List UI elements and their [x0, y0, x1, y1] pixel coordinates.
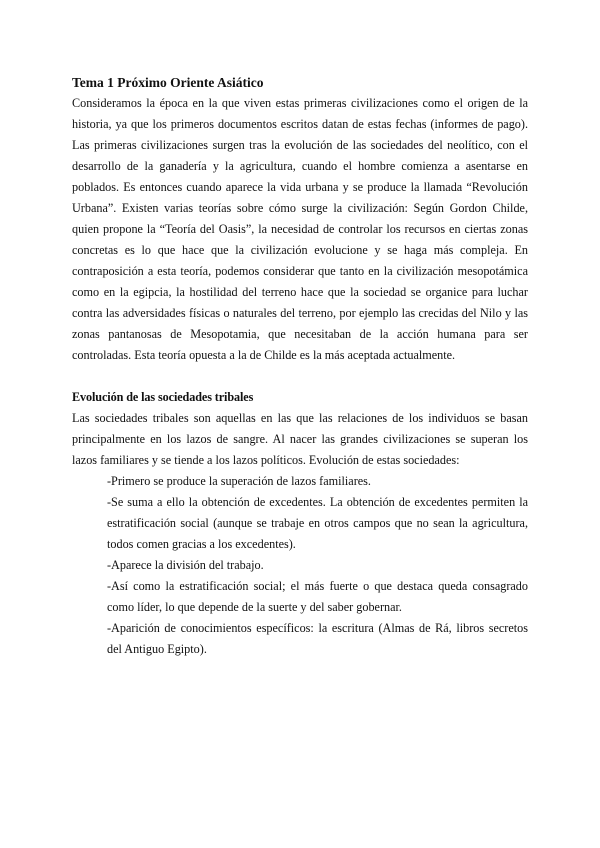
list-item: -Aparece la división del trabajo. — [107, 558, 264, 572]
paragraph-spacer — [72, 366, 528, 387]
list-item: -Así como la estratificación social; el más fuerte o que destaca queda consagrado como líder, lo que depende de la suerte y del saber gobernar. — [107, 579, 528, 614]
list-item: -Aparición de conocimientos específicos: la escritura (Almas de Rá, libros secretos del Antiguo Egipto). — [107, 621, 528, 656]
evolution-list — [72, 471, 528, 660]
section-title: Tema 1 Próximo Oriente Asiático — [72, 75, 264, 90]
subsection-title: Evolución de las sociedades tribales — [72, 390, 254, 404]
list-item: -Primero se produce la superación de lazos familiares. — [107, 474, 371, 488]
list-item: -Se suma a ello la obtención de excedentes. La obtención de excedentes permiten la estratificación social (aunque se trabaje en otros campos que no sean la agricultura, todos comen gracias a los excedentes). — [107, 495, 528, 551]
section-paragraph: Consideramos la época en la que viven estas primeras civilizaciones como el origen de la historia, ya que los primeros documentos escritos datan de estas fechas (informes de pago). Las primeras civilizaciones surgen tras la evolución de las sociedades del neolítico, con el desarrollo de la ganadería y la agricultura, cuando el hombre comienza a asentarse en poblados. Es entonces cuando aparece la vida urbana y se produce la llamada “Revolución Urbana”. Existen varias teorías sobre cómo surge la civilización: Según Gordon Childe, quien propone la “Teoría del Oasis”, la necesidad de controlar los recursos en ciertas zonas concretas es lo que hace que la civilización evolucione y se haga más compleja. En contraposición a esta teoría, podemos considerar que tanto en la civilización mesopotámica como en la egipcia, la hostilidad del terreno hace que la sociedad se organice para luchar contra las adversidades físicas o naturales del terreno, por ejemplo las crecidas del Nilo y las zonas pantanosas de Mesopotamia, que necesitaban de la acción humana para ser controladas. Esta teoría opuesta a la de Childe es la más aceptada actualmente. — [72, 96, 528, 362]
subsection-paragraph: Las sociedades tribales son aquellas en las que las relaciones de los individuos se basan principalmente en los lazos de sangre. Al nacer las grandes civilizaciones se superan los lazos familiares y se tiende a los lazos políticos. Evolución de estas sociedades: — [72, 411, 528, 467]
document-page — [72, 72, 528, 660]
